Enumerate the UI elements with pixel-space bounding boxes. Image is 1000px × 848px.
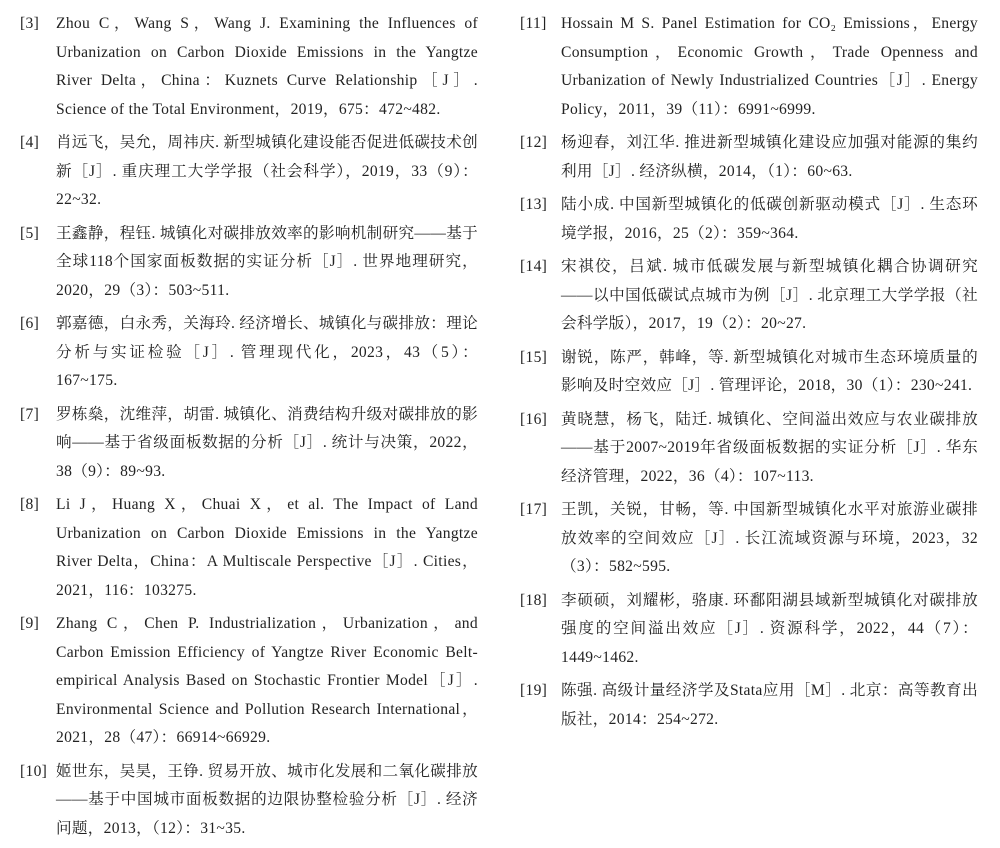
reference-item [20, 220, 478, 306]
reference-column-right [520, 10, 978, 739]
reference-number: [13] [520, 196, 548, 213]
reference-item [520, 253, 978, 339]
reference-text: 谢锐，陈严，韩峰，等. 新型城镇化对城市生态环境质量的影响及时空效应［J］. 管理评论，2018，30（1）：230~241. [561, 348, 978, 394]
reference-number: [4] [20, 134, 40, 151]
reference-item [20, 401, 478, 487]
reference-number: [14] [520, 258, 548, 275]
reference-item [20, 10, 478, 124]
reference-number: [16] [520, 410, 548, 428]
reference-text: 姬世东，吴昊，王铮. 贸易开放、城市化发展和二氧化碳排放——基于中国城市面板数据的边限协整检验分析［J］. 经济问题，2013，（12）：31~35. [56, 762, 478, 837]
reference-item [520, 344, 978, 401]
reference-item [20, 610, 478, 753]
reference-item [520, 496, 978, 582]
reference-number: [6] [20, 315, 40, 332]
reference-text: 陈强. 高级计量经济学及Stata应用［M］. 北京：高等教育出版社，2014：254~272. [561, 682, 978, 728]
reference-item [20, 310, 478, 396]
reference-item [520, 677, 978, 734]
reference-text: 黄晓慧，杨飞，陆迁. 城镇化、空间溢出效应与农业碳排放——基于2007~2019年省级面板数据的实证分析［J］. 华东经济管理，2022，36（4）：107~113. [561, 410, 978, 485]
reference-number: [8] [20, 496, 40, 513]
reference-number: [10] [20, 762, 48, 780]
reference-text: 宋祺佼，吕斌. 城市低碳发展与新型城镇化耦合协调研究——以中国低碳试点城市为例［J］. 北京理工大学学报（社会科学版），2017，19（2）：20~27. [561, 258, 978, 332]
reference-number: [11] [520, 15, 547, 32]
reference-text: Hossain M S. Panel Estimation for CO₂ Emissions，Energy Consumption，Economic Growth，Trade Openness and Urbanization of Newly Industrialized Countries［J］. Energy Policy，2011，39（11）：6991~6999. [561, 15, 978, 118]
reference-text: Li J，Huang X，Chuai X，et al. The Impact of Land Urbanization on Carbon Dioxide Emissions in the Yangtze River Delta，China：A Multiscale Perspective［J］. Cities，2021，116：103275. [56, 496, 478, 599]
reference-number: [18] [520, 591, 548, 609]
reference-text: 肖远飞，吴允，周祎庆. 新型城镇化建设能否促进低碳技术创新［J］. 重庆理工大学学报（社会科学），2019，33（9）：22~32. [56, 134, 478, 208]
reference-text: 陆小成. 中国新型城镇化的低碳创新驱动模式［J］. 生态环境学报，2016，25（2）：359~364. [561, 196, 978, 242]
reference-number: [15] [520, 348, 548, 366]
reference-number: [19] [520, 682, 548, 699]
reference-item [520, 587, 978, 673]
reference-number: [17] [520, 501, 548, 518]
reference-number: [9] [20, 615, 40, 632]
reference-item [520, 129, 978, 186]
reference-text: 王凯，关锐，甘畅，等. 中国新型城镇化水平对旅游业碳排放效率的空间效应［J］. 长江流域资源与环境，2023，32（3）：582~595. [561, 501, 978, 575]
reference-text: 王鑫静，程钰. 城镇化对碳排放效率的影响机制研究——基于全球118个国家面板数据的实证分析［J］. 世界地理研究，2020，29（3）：503~511. [56, 224, 478, 299]
reference-text: 杨迎春，刘江华. 推进新型城镇化建设应加强对能源的集约利用［J］. 经济纵横，2014，（1）：60~63. [561, 134, 978, 180]
reference-item [20, 758, 478, 844]
reference-text: 罗栋燊，沈维萍，胡雷. 城镇化、消费结构升级对碳排放的影响——基于省级面板数据的分析［J］. 统计与决策，2022，38（9）：89~93. [56, 405, 478, 480]
reference-number: [5] [20, 224, 40, 242]
reference-number: [12] [520, 134, 548, 151]
reference-item [20, 129, 478, 215]
reference-item [520, 10, 978, 124]
reference-item [20, 491, 478, 605]
reference-number: [7] [20, 405, 40, 423]
reference-item [520, 406, 978, 492]
reference-text: Zhou C，Wang S，Wang J. Examining the Influences of Urbanization on Carbon Dioxide Emissions in the Yangtze River Delta，China：Kuznets Curve Relationship［J］. Science of the Total Environment，2019，675：472~482. [56, 15, 478, 118]
reference-text: 李硕硕，刘耀彬，骆康. 环鄱阳湖县域新型城镇化对碳排放强度的空间溢出效应［J］. 资源科学，2022，44（7）：1449~1462. [561, 591, 978, 666]
reference-number: [3] [20, 15, 40, 32]
reference-text: Zhang C，Chen P. Industrialization，Urbanization，and Carbon Emission Efficiency of Yangtze River Economic Belt-empirical Analysis Based on Stochastic Frontier Model［J］. Environmental Science and Pollution Research International，2021，28（47）：66914~66929. [56, 615, 478, 746]
reference-text: 郭嘉德，白永秀，关海玲. 经济增长、城镇化与碳排放：理论分析与实证检验［J］. 管理现代化，2023，43（5）：167~175. [56, 315, 478, 389]
reference-column-left [20, 10, 478, 848]
reference-item [520, 191, 978, 248]
